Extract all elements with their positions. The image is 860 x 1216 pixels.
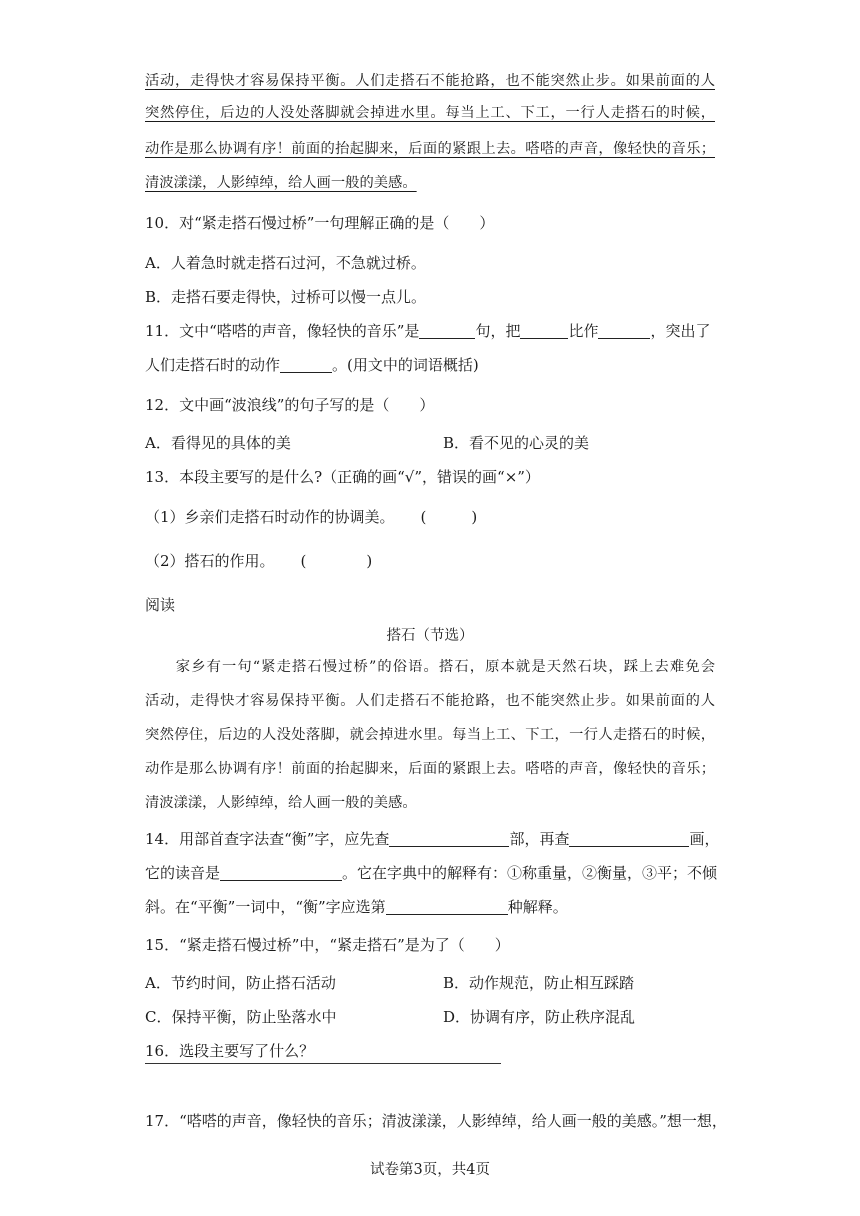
q14-line-3 <box>145 896 568 918</box>
q11-text-6: 。(用文中的词语概括) <box>332 356 479 374</box>
q11-line-1 <box>145 320 710 342</box>
q14-blank-meaning[interactable] <box>386 900 508 915</box>
q11-blank-1[interactable] <box>419 324 475 339</box>
reading-label: 阅读 <box>145 596 176 614</box>
q15-option-d[interactable]: D．协调有序，防止秩序混乱 <box>443 1008 636 1026</box>
q14-text-2: 部，再查 <box>509 830 570 848</box>
q11-text-3: 比作 <box>568 322 599 340</box>
passage1-line-4: 清波漾漾，人影绰绰，给人画一般的美感。 <box>145 175 417 191</box>
q12-option-b[interactable]: B．看不见的心灵的美 <box>443 434 590 452</box>
q12-option-a[interactable]: A．看得见的具体的美 <box>145 434 291 452</box>
q13-item-1-text: （1）乡亲们走搭石时动作的协调美。 <box>145 508 395 526</box>
passage2-title: 搭石（节选） <box>386 628 474 644</box>
q11-text-1: 11．文中“嗒嗒的声音，像轻快的音乐”是 <box>145 322 420 340</box>
q15-option-c[interactable]: C．保持平衡，防止坠落水中 <box>145 1008 337 1026</box>
q10-option-a[interactable]: A．人着急时就走搭石过河，不急就过桥。 <box>145 254 426 272</box>
q13-stem: 13．本段主要写的是什么?（正确的画“√”，错误的画“×”） <box>145 468 540 486</box>
q14-line-2 <box>145 862 717 884</box>
q11-blank-4[interactable] <box>280 358 332 373</box>
q14-blank-strokes[interactable] <box>569 832 689 847</box>
q14-text-6: 斜。在“平衡”一词中，“衡”字应选第 <box>145 898 386 916</box>
q11-blank-2[interactable] <box>520 324 568 339</box>
passage2-line-3: 突然停住，后边的人没处落脚，就会掉进水里。每当上工、下工，一行人走搭石的时候， <box>145 727 715 743</box>
q12-stem: 12．文中画“波浪线”的句子写的是（ ） <box>145 396 435 414</box>
q11-text-5: 人们走搭石时的动作 <box>145 356 281 374</box>
q14-text-7: 种解释。 <box>507 898 568 916</box>
q15-stem: 15．“紧走搭石慢过桥”中，“紧走搭石”是为了（ ） <box>145 936 510 954</box>
q13-item-2-text: （2）搭石的作用。 <box>145 552 275 570</box>
q11-text-4: ，突出了 <box>650 322 711 340</box>
page-footer: 试卷第3页，共4页 <box>370 1162 490 1178</box>
passage1-line-1: 活动，走得快才容易保持平衡。人们走搭石不能抢路，也不能突然止步。如果前面的人 <box>145 73 715 89</box>
passage2-line-4: 动作是那么协调有序！前面的抬起脚来，后面的紧跟上去。嗒嗒的声音，像轻快的音乐； <box>145 761 715 777</box>
q14-text-3: 画， <box>689 830 720 848</box>
q14-text-4: 它的读音是 <box>145 864 221 882</box>
passage2-line-1: 家乡有一句“紧走搭石慢过桥”的俗语。搭石，原本就是天然石块，踩上去难免会 <box>145 659 715 675</box>
q15-option-a[interactable]: A．节约时间，防止搭石活动 <box>145 974 336 992</box>
q14-text-5: 。它在字典中的解释有：①称重量，②衡量，③平；不倾 <box>342 864 718 882</box>
q14-line-1 <box>145 828 719 850</box>
q16-answer-line[interactable] <box>145 1063 501 1064</box>
q16-stem: 16．选段主要写了什么？ <box>145 1042 315 1060</box>
q13-item-1 <box>145 506 477 528</box>
q13-item-2 <box>145 550 372 572</box>
q15-option-b[interactable]: B．动作规范，防止相互踩踏 <box>443 974 635 992</box>
passage1-line-3: 动作是那么协调有序！前面的抬起脚来，后面的紧跟上去。嗒嗒的声音，像轻快的音乐； <box>145 141 715 157</box>
q10-option-b[interactable]: B．走搭石要走得快，过桥可以慢一点儿。 <box>145 288 427 306</box>
q14-blank-pronunciation[interactable] <box>220 866 342 881</box>
passage2-line-5: 清波漾漾，人影绰绰，给人画一般的美感。 <box>145 795 417 811</box>
q11-line-2 <box>145 354 479 376</box>
q10-stem: 10．对“紧走搭石慢过桥”一句理解正确的是（ ） <box>145 214 495 232</box>
q13-answer-paren-2[interactable]: ( ) <box>300 552 373 570</box>
passage1-line-2: 突然停住，后边的人没处落脚就会掉进水里。每当上工、下工，一行人走搭石的时候， <box>145 105 715 121</box>
q17-stem: 17．“嗒嗒的声音，像轻快的音乐；清波漾漾，人影绰绰，给人画一般的美感。”想一想， <box>145 1112 727 1130</box>
q14-text-1: 14．用部首查字法查“衡”字，应先查 <box>145 830 390 848</box>
passage2-line-2: 活动，走得快才容易保持平衡。人们走搭石不能抢路，也不能突然止步。如果前面的人 <box>145 693 715 709</box>
q11-blank-3[interactable] <box>598 324 650 339</box>
q13-answer-paren-1[interactable]: ( ) <box>420 508 478 526</box>
q14-blank-radical[interactable] <box>389 832 509 847</box>
q11-text-2: 句，把 <box>475 322 521 340</box>
